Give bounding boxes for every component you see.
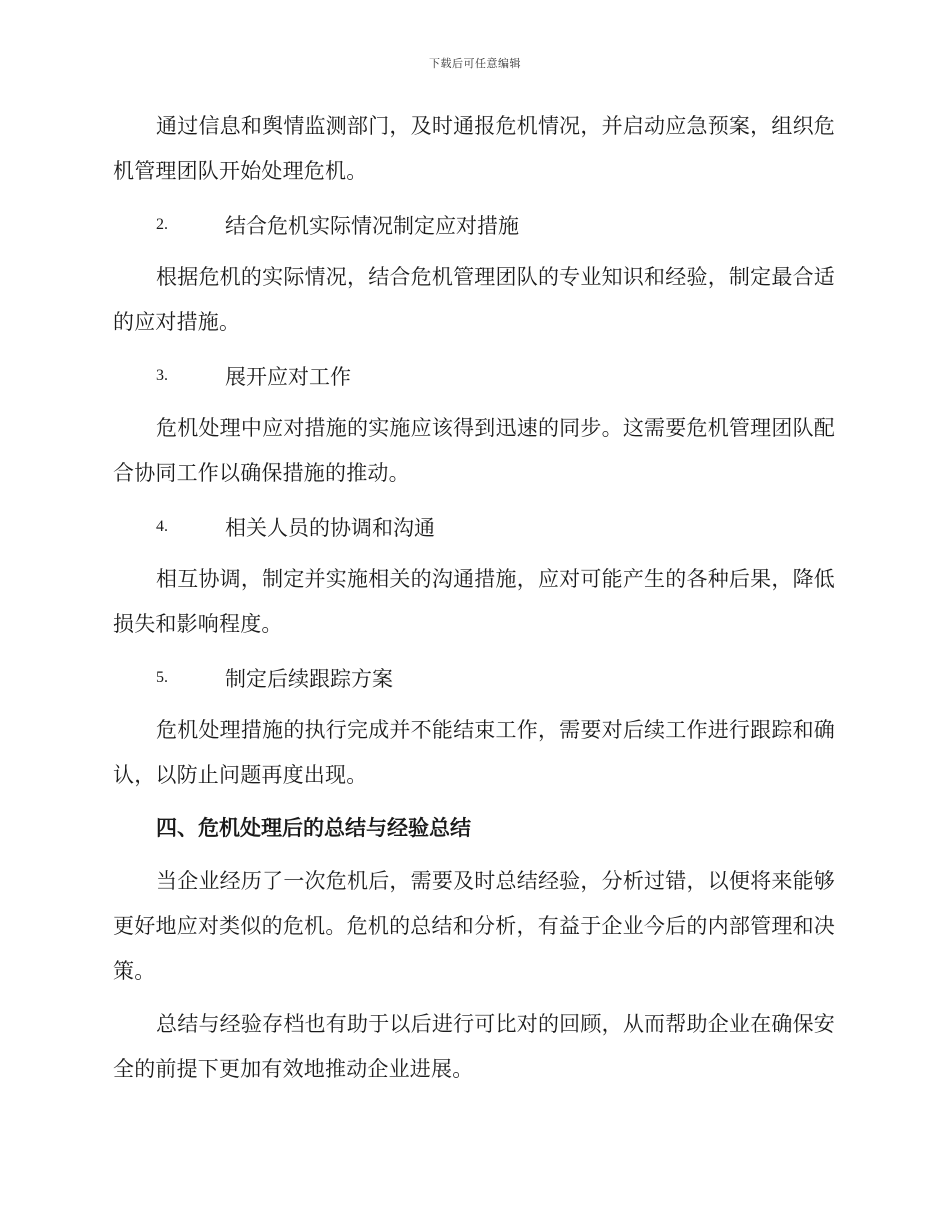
list-item — [113, 504, 835, 549]
paragraph: 相互协调，制定并实施相关的沟通措施，应对可能产生的各种后果，降低损失和影响程度。 — [113, 567, 835, 636]
list-item-title: 结合危机实际情况制定应对措施 — [225, 213, 519, 238]
list-item-title: 相关人员的协调和沟通 — [225, 515, 435, 540]
page-header: 下载后可任意编辑 — [429, 57, 521, 70]
list-item — [113, 655, 835, 700]
list-item — [113, 202, 835, 247]
paragraph: 危机处理措施的执行完成并不能结束工作，需要对后续工作进行跟踪和确认，以防止问题再度出现。 — [113, 718, 835, 787]
list-item-number: 4. — [156, 517, 168, 535]
paragraph: 总结与经验存档也有助于以后进行可比对的回顾，从而帮助企业在确保安全的前提下更加有效地推动企业进展。 — [113, 1012, 835, 1081]
list-item-number: 5. — [156, 668, 168, 686]
paragraph: 通过信息和舆情监测部门，及时通报危机情况，并启动应急预案，组织危机管理团队开始处理危机。 — [113, 114, 835, 183]
section-heading: 四、危机处理后的总结与经验总结 — [156, 816, 471, 840]
list-item-title: 展开应对工作 — [225, 364, 351, 389]
list-item-title: 制定后续跟踪方案 — [225, 666, 393, 691]
paragraph: 根据危机的实际情况，结合危机管理团队的专业知识和经验，制定最合适的应对措施。 — [113, 265, 835, 334]
list-item — [113, 353, 835, 398]
paragraph: 危机处理中应对措施的实施应该得到迅速的同步。这需要危机管理团队配合协同工作以确保措施的推动。 — [113, 416, 835, 485]
list-item-number: 3. — [156, 366, 168, 384]
list-item-number: 2. — [156, 215, 168, 233]
document-body — [113, 104, 835, 1100]
paragraph: 当企业经历了一次危机后，需要及时总结经验，分析过错，以便将来能够更好地应对类似的危机。危机的总结和分析，有益于企业今后的内部管理和决策。 — [113, 869, 835, 983]
